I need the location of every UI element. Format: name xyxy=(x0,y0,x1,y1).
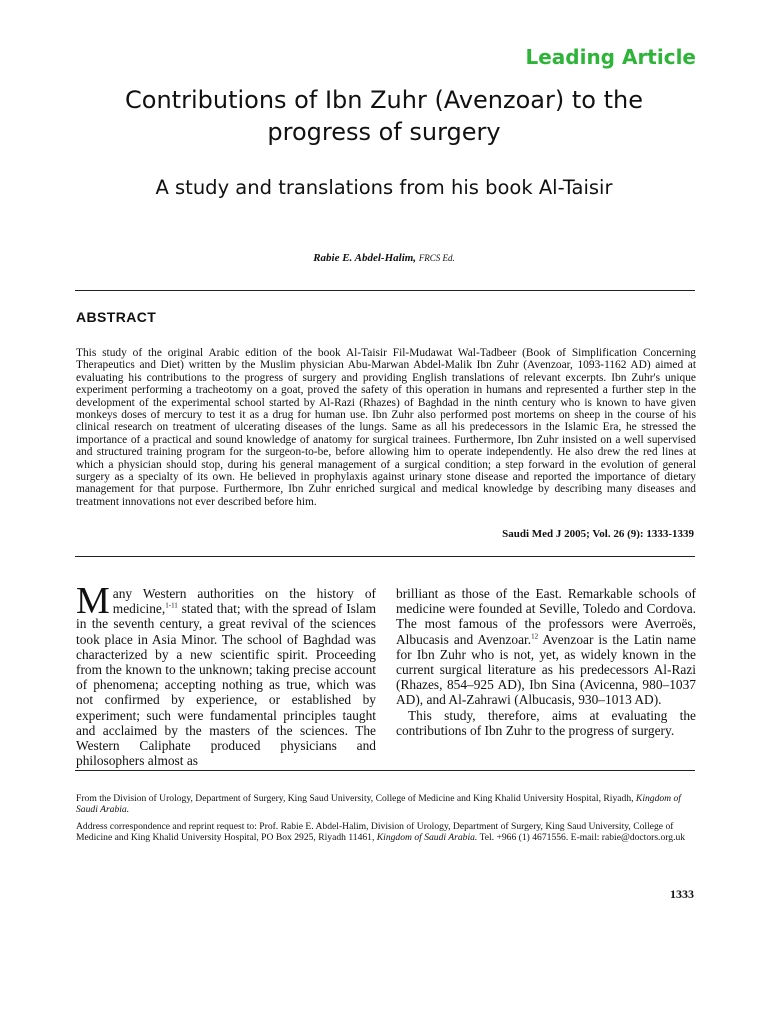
author-line xyxy=(0,252,768,264)
body-text: brilliant as those of the East. Remarkable schools of medicine were founded at Seville, Toledo and Cordova. The most famous of the professors were Averroës, Albucasis and Avenzoar. xyxy=(396,586,696,647)
body-column-left xyxy=(76,580,376,769)
body-text: stated that; with the spread of Islam in the seventh century, a great revival of the sciences took place in Asia Minor. The school of Baghdad was characterized by a new scientific spirit. Proceeding from the known to the unknown; taking precise account of phenomena; accepting nothing as true, which was not confirmed by experience, or established by experiment; such were fundamental principles taught and acclaimed by the masters of the sciences. The Western Caliphate produced physicians and philosophers almost as xyxy=(76,601,376,769)
affiliation-country: Kingdom of Saudi Arabia. xyxy=(76,793,681,815)
abstract-heading: ABSTRACT xyxy=(76,309,157,325)
affiliation-text: From the Division of Urology, Department of Surgery, King Saud University, College of Medicine and King Khalid University Hospital, Riyadh, xyxy=(76,793,634,804)
page-number: 1333 xyxy=(670,887,694,901)
author-degree: FRCS Ed. xyxy=(418,253,455,263)
section-label: Leading Article xyxy=(525,45,696,69)
body-paragraph-2: This study, therefore, aims at evaluating the contributions of Ibn Zuhr to the progress of surgery. xyxy=(396,707,696,738)
body-text: any Western authorities on the history of medicine, xyxy=(112,586,376,617)
footnote-divider xyxy=(75,770,695,771)
top-divider xyxy=(75,290,695,291)
abstract-text: This study of the original Arabic edition of the book Al-Taisir Fil-Mudawat Wal-Tadbeer (Book of Simplification Concerning Therapeutics and Diet) written by the Muslim physician Abu-Marwan Abdel-Malik Ibn Zuhr (Avenzoar, 1093-1162 AD) aimed at evaluating his contributions to the progress of surgery and providing English translations of relevant excerpts. Ibn Zuhr's unique experiment performing a tracheotomy on a goat, proved the safety of this operation in humans and represented a further step in the development of the experimental school started by Al-Razi (Rhazes) of Baghdad in the ninth century who is known to have given monkeys doses of mercury to test it as a drug for human use. Ibn Zuhr also performed post mortems on sheep in the course of his clinical research on treatment of ulcerating diseases of the lungs. Same as all his predecessors in the Islamic Era, he stressed the importance of a practical and sound knowledge of anatomy for surgical trainees. Furthermore, Ibn Zuhr insisted on a well supervised and structured training program for the surgeon-to-be, before allowing him to operate independently. He also drew the red lines at which a physician should stop, during his general management of a surgical condition; a step forward in the evolution of general surgery as a specialty of its own. He believed in prophylaxis against urinary stone disease and reported the importance of dietary management for that purpose. Furthermore, Ibn Zuhr enriched surgical and medical knowledge by describing many diseases and treatment innovations not ever described before him. xyxy=(76,347,696,508)
drop-cap: M xyxy=(76,580,110,622)
body-column-right xyxy=(396,586,696,738)
reference-marker: 1-11 xyxy=(165,601,178,610)
body-paragraph-1 xyxy=(76,580,376,769)
correspondence-note xyxy=(76,822,696,843)
address-country: Kingdom of Saudi Arabia. xyxy=(376,831,478,843)
article-title: Contributions of Ibn Zuhr (Avenzoar) to the progress of surgery xyxy=(125,86,643,146)
article-subtitle: A study and translations from his book Al-Taisir xyxy=(155,176,613,199)
body-text: Avenzoar is the Latin name for Ibn Zuhr who is not, yet, as widely known in the current surgical literature as his predecessors Al-Razi (Rhazes, 854–925 AD), Ibn Sina (Avicenna, 980–1037 AD), and Al-Zahrawi (Albucasis, 930–1013 AD). xyxy=(396,631,696,708)
reference-marker: 12 xyxy=(531,632,539,641)
author-name: Rabie E. Abdel-Halim, xyxy=(313,252,417,264)
address-text: Address correspondence and reprint request to: Prof. Rabie E. Abdel-Halim, Division of Urology, Department of Surgery, King Saud University, College of Medicine and King Khalid University Hospital, PO Box 2925, Riyadh 11461, xyxy=(76,821,674,843)
affiliation-note xyxy=(76,794,696,815)
abstract-divider xyxy=(75,556,695,557)
contact-text: Tel. +966 (1) 4671556. E-mail: rabie@doctors.org.uk xyxy=(477,831,686,843)
body-paragraph-1-cont xyxy=(396,586,696,708)
journal-citation: Saudi Med J 2005; Vol. 26 (9): 1333-1339 xyxy=(502,528,694,540)
